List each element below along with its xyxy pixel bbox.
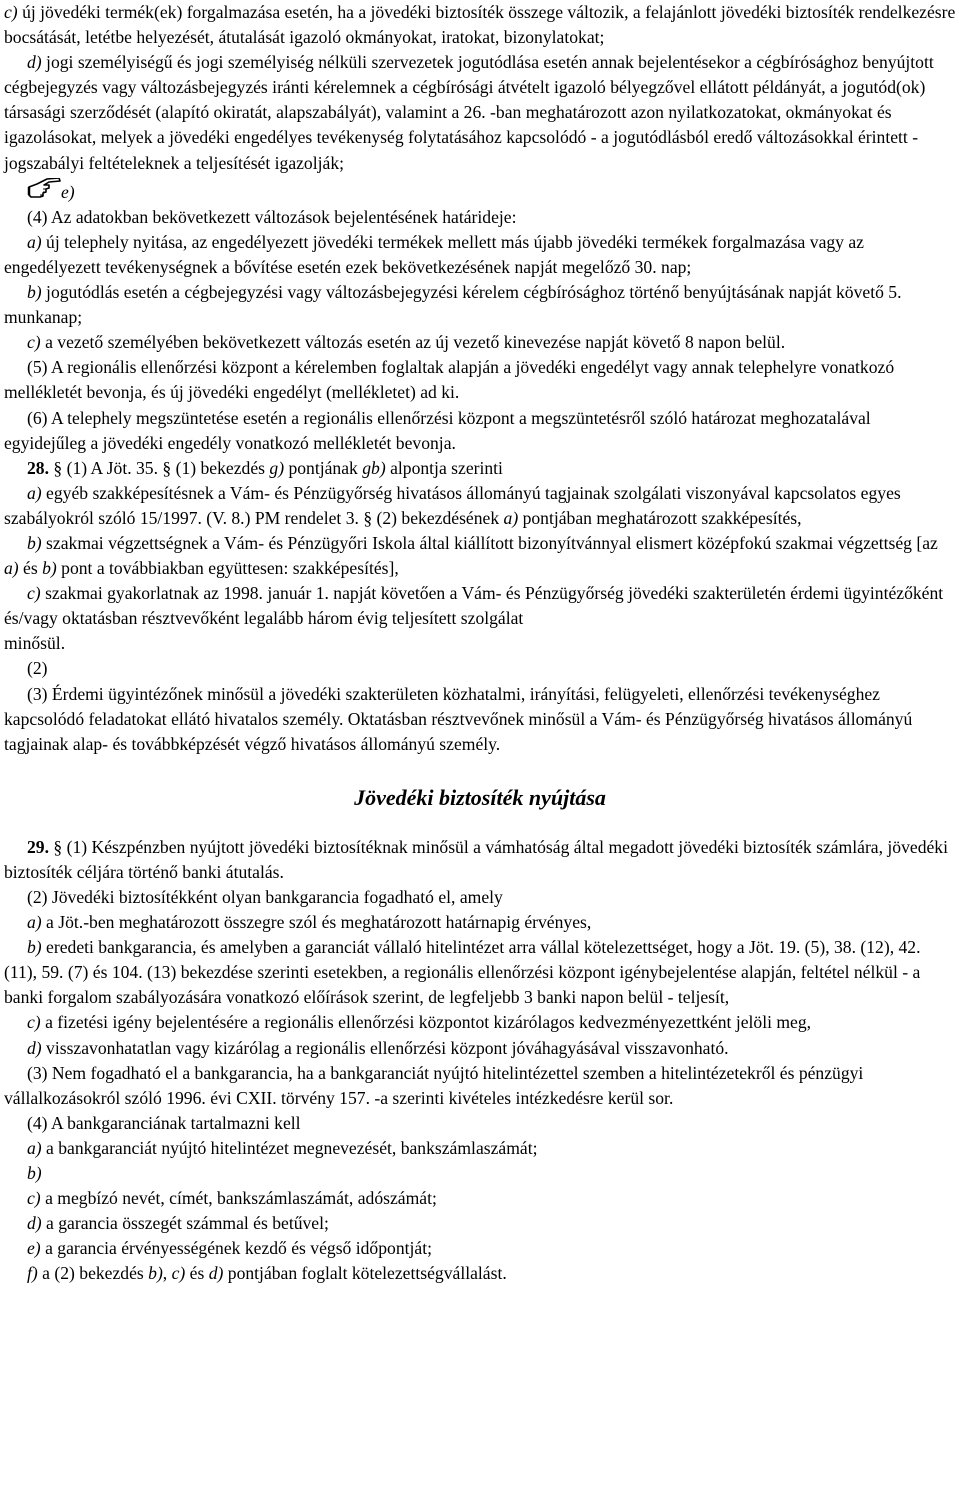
item-text: új jövedéki termék(ek) forgalmazása esetén, ha a jövedéki biztosíték összege változik, a felajánlott jövedéki biztosíték rendelkezésre bocsátását, letétbe helyezését, átutalását igazoló okmányokat, iratokat, bizonylatokat; [4,2,956,48]
item-label: b) [27,532,42,553]
item-label: b) [27,1163,42,1184]
text-run: (1) Készpénzben nyújtott jövedéki biztosítéknak minősül a vámhatóság által megadott jövedéki biztosíték számlára, jövedéki biztosíték céljára történő banki átutalás. [4,836,948,882]
section-sign-icon: § [363,507,373,528]
para-4-intro: (4) Az adatokban bekövetkezett változások bejelentésének határideje: [27,206,517,227]
para-5: (5) A regionális ellenőrzési központ a kérelemben foglaltak alapján a jövedéki engedélyt vagy annak telephelyre vonatkozó mellékletét bevonja, és új jövedéki engedélyt (mellékletet) ad ki. [4,357,895,403]
item-label: c) [27,1012,41,1033]
section-29-4c [0,1186,960,1211]
section-number: 28. [27,457,49,478]
text-run: alpontja szerinti [385,457,503,478]
item-text: új telephely nyitása, az engedélyezett jövedéki termékek mellett más újabb jövedéki termékek forgalmazása vagy az engedélyezett tevékenységnek a bővítése esetén ezek bekövetkezésének napját megelőző 30. nap; [4,231,864,277]
text-run: a bankgaranciát nyújtó hitelintézet megnevezését, bankszámlaszámát; [41,1137,538,1158]
section-29-4e [0,1236,960,1261]
text-run: a garancia érvényességének kezdő és végső időpontját; [40,1238,432,1259]
item-label: a) [27,231,42,252]
para-6: (6) A telephely megszüntetése esetén a regionális ellenőrzési központ a megszüntetésről szóló határozat meghozatalával egyidejűleg a jövedéki engedély vonatkozó mellékletét bevonja. [4,407,871,453]
section-28-intro [0,456,960,481]
item-label: c) [4,2,18,22]
item-label: gb) [362,457,386,478]
item-label: e) [27,1238,41,1259]
section-29-p3: (3) Nem fogadható el a bankgarancia, ha a bankgaranciát nyújtó hitelintézettel szemben a hitelintézetekről és pénzügyi vállalkozásokról szóló 1996. évi CXII. törvény 157. -a szerinti kivételes intézkedésre kerül sor. [4,1062,864,1108]
section-29-4d [0,1211,960,1236]
para-4-c [0,330,960,355]
text-run: (1) A Jöt. 35. [62,457,158,478]
item-label: b) [148,1263,163,1284]
item-label: d) [27,1037,42,1058]
item-label: d) [208,1263,224,1284]
section-29-p4: (4) A bankgaranciának tartalmazni kell [27,1112,301,1133]
item-text: jogutódlás esetén a cégbejegyzési vagy változásbejegyzési kérelem cégbírósághoz történő benyújtásának napját követő 5. munkanap; [4,282,902,328]
item-label: b) [42,558,57,579]
item-label: a) [27,912,42,933]
item-label: a) [4,558,19,579]
item-label: c) [27,583,41,604]
section-29-a [0,910,960,935]
item-label: g) [269,457,285,478]
section-28-c [0,581,960,631]
section-sign-icon: § [162,457,172,478]
text-run: a Jöt.-ben meghatározott összegre szól és meghatározott határnapig érvényes, [41,912,592,933]
text-run: szakmai végzettségnek a Vám- és Pénzügyőri Iskola által kiállított bizonyítvánnyal elismert középfokú szakmai végzettség [az [41,532,938,553]
section-29-d [0,1036,960,1061]
para-4-b [0,280,960,330]
item-label: a) [27,1137,42,1158]
section-sign-icon: § [53,836,63,857]
section-28-p3: (3) Érdemi ügyintézőnek minősül a jövedéki szakterületen közhatalmi, irányítási, felügyeleti, ellenőrzési tevékenységhez kapcsolódó feladatokat ellátó hivatalos személy. Oktatásban résztvevőnek minősül a Vám- és Pénzügyőrség hivatásos állományú tagjainak alap- és továbbképzését végző hivatásos állományú személy. [4,683,913,754]
text-run: pontjának [284,457,363,478]
section-29-4f [0,1261,960,1286]
section-29-p2: (2) Jövedéki biztosítékként olyan bankgarancia fogadható el, amely [27,887,503,907]
text-run: a garancia összegét számmal és betűvel; [41,1213,329,1234]
text-run: egyéb szakképesítésnek a Vám- és Pénzügyőrség hivatásos állományú tagjainak szolgálati viszonyával kapcsolatos egyes szabályokról szóló 15/1997. (V. 8.) PM rendelet 3. [4,482,901,528]
item-label: c) [27,332,41,353]
section-29-4a [0,1136,960,1161]
text-run: , [162,1263,172,1284]
para-4-a [0,230,960,280]
item-label: e) [61,181,75,202]
text-run: a megbízó nevét, címét, bankszámlaszámát, adószámát; [40,1188,437,1209]
section-number: 29. [27,836,49,857]
section-sign-icon: § [53,457,63,478]
item-label: a) [27,482,42,503]
text-run: eredeti bankgarancia, és amelyben a garanciát vállaló hitelintézet arra vállal kötelezettséget, hogy a Jöt. 19. (5), 38. (12), 42. (11), 59. (7) és 104. (13) bekezdése szerinti esetekben, a regionális ellenőrzési központ igénybejelentése alapján, feltétel nélkül - a banki forgalom szabályozására vonatkozó előírások szerint, de legfeljebb 3 banki napon belül - teljesít, [4,937,921,1008]
section-29-4b [0,1161,960,1186]
item-d-succession [0,50,960,175]
text-run: szakmai gyakorlatnak az 1998. január 1. napját követően a Vám- és Pénzügyőrség jövedéki szakterületén érdemi ügyintézőként és/vagy oktatásban résztvevőként legalább három évig teljesített szolgálat [4,583,944,629]
text-run: és [185,1263,209,1284]
item-label: b) [27,282,42,303]
section-28-p2: (2) [27,658,48,679]
text-run: a fizetési igény bejelentésére a regionális ellenőrzési központot kizárólagos kedvezményezettként jelöli meg, [40,1012,812,1033]
text-run: és [18,558,43,579]
item-label: c) [171,1263,186,1284]
item-label: d) [27,52,42,73]
section-28-a [0,481,960,531]
item-e-amended [0,178,960,205]
item-label: c) [27,1188,41,1209]
item-label: b) [27,937,42,958]
section-29-p1 [0,835,960,885]
section-29-b [0,935,960,1010]
pointing-hand-icon[interactable] [27,178,61,200]
text-run: (1) bekezdés [171,457,270,478]
item-text: a vezető személyében bekövetkezett változás esetén az új vezető kinevezése napját követő 8 napon belül. [40,332,786,353]
section-28-b [0,531,960,581]
text-run: visszavonhatatlan vagy kizárólag a regionális ellenőrzési központ jóváhagyásával visszavonható. [41,1037,729,1058]
text-run: pontjában meghatározott szakképesítés, [518,507,802,528]
text-run: pontjában foglalt kötelezettségvállalást. [223,1263,507,1284]
section-29-c [0,1010,960,1035]
text-run: a (2) bekezdés [37,1263,149,1284]
item-c-new-product [0,0,960,50]
section-28-minosul: minősül. [4,633,66,654]
item-text: jogi személyiségű és jogi személyiség nélküli szervezetek jogutódlása esetén annak bejelentésekor a cégbírósághoz benyújtott cégbejegyzés vagy változásbejegyzés iránti kérelemnek a cégbírósági átvételt igazoló bélyegzővel ellátott példányát, a jogutód(ok) társasági szerződését (alapító okiratát, alapszabályát), valamint a 26. -ban meghatározott azon nyilatkozatokat, okmányokat és igazolásokat, melyek a jövedéki engedélyes tevékenység folytatásához kapcsolódó - a jogutódlásból eredő változásokkal érintett - jogszabályi feltételeknek a teljesítését igazolják; [4,52,934,173]
text-run: (2) bekezdésének [372,507,504,528]
text-run: pont a továbbiakban együttesen: szakképesítés], [56,558,399,579]
item-label: d) [27,1213,42,1234]
section-heading: Jövedéki biztosíték nyújtása [354,784,606,810]
item-label: f) [27,1263,38,1284]
item-label: a) [503,507,519,528]
